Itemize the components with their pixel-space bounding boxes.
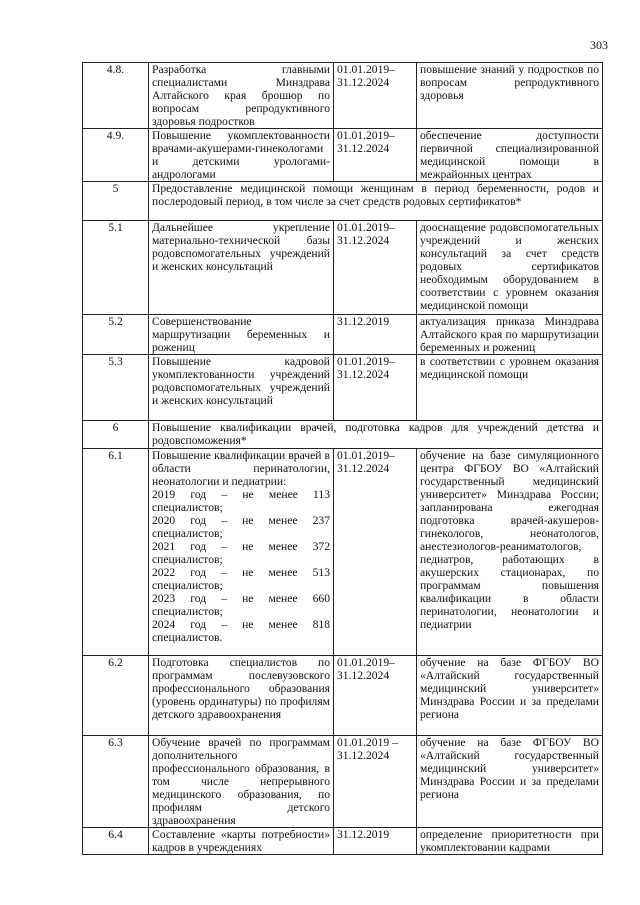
row-number: 6.1 <box>83 449 149 656</box>
row-result: определение приоритетности при укомплектовании кадрами <box>417 828 603 855</box>
task-line: 2020 год – не менее 237 специалистов; <box>152 514 330 540</box>
table-row <box>83 828 603 855</box>
row-result: актуализация приказа Минздрава Алтайского края по маршрутизации беременных и рожениц <box>417 315 603 355</box>
task-line: 2021 год – не менее 372 специалистов; <box>152 540 330 566</box>
table-row <box>83 129 603 182</box>
row-result: обучение на базе ФГБОУ ВО «Алтайский государственный медицинский университет» Минздрава России и за пределами региона <box>417 656 603 736</box>
section-number: 5 <box>83 182 149 221</box>
table-row <box>83 355 603 421</box>
table-row <box>83 315 603 355</box>
row-task: Повышение кадровой укомплектованности учреждений родовспомогательных учреждений и женских консультаций <box>149 355 334 421</box>
task-line: 2023 год – не менее 660 специалистов; <box>152 592 330 618</box>
table-row <box>83 221 603 315</box>
row-task: Разработка главными специалистами Минздрава Алтайского края брошюр по вопросам репродуктивного здоровья подростков <box>149 63 334 129</box>
row-number: 6.2 <box>83 656 149 736</box>
row-task: Дальнейшее укрепление материально-технической базы родовспомогательных учреждений и женских консультаций <box>149 221 334 315</box>
row-term: 31.12.2019 <box>334 315 417 355</box>
row-term: 31.12.2019 <box>334 828 417 855</box>
table-row <box>83 63 603 129</box>
row-task: Обучение врачей по программам дополнительного профессионального образования, в том числе непрерывного медицинского образования, по профилям детского здравоохранения <box>149 736 334 828</box>
table-row <box>83 736 603 828</box>
row-number: 5.3 <box>83 355 149 421</box>
row-term: 01.01.2019 – 31.12.2024 <box>334 736 417 828</box>
task-line: 2024 год – не менее 818 специалистов. <box>152 618 330 644</box>
plan-table <box>82 62 603 855</box>
row-number: 4.8. <box>83 63 149 129</box>
row-term: 01.01.2019– 31.12.2024 <box>334 129 417 182</box>
row-result: дооснащение родовспомогательных учреждений и женских консультаций за счет средств родовых сертификатов необходимым оборудованием в соответствии с уровнем оказания медицинской помощи <box>417 221 603 315</box>
row-number: 4.9. <box>83 129 149 182</box>
table-row <box>83 656 603 736</box>
table-row <box>83 449 603 656</box>
row-result: обучение на базе ФГБОУ ВО «Алтайский государственный медицинский университет» Минздрава России и за пределами региона <box>417 736 603 828</box>
row-term: 01.01.2019– 31.12.2024 <box>334 656 417 736</box>
section-number: 6 <box>83 421 149 449</box>
task-line: 2022 год – не менее 513 специалистов; <box>152 566 330 592</box>
row-task: Подготовка специалистов по программам послевузовского профессионального образования (уровень ординатуры) по профилям детского здравоохранения <box>149 656 334 736</box>
task-line: Повышение квалификации врачей в области перинатологии, неонатологии и педиатрии: <box>152 449 330 488</box>
section-row <box>83 421 603 449</box>
task-line: 2019 год – не менее 113 специалистов; <box>152 488 330 514</box>
row-task: Составление «карты потребности» кадров в учреждениях <box>149 828 334 855</box>
row-result: обучение на базе симуляционного центра ФГБОУ ВО «Алтайский государственный медицинский университет» Минздрава России; запланирована ежегодная подготовка врачей-акушеров-гинекологов, неонатологов, анестезиологов-реаниматологов, педиатров, работающих в акушерских стационарах, по программам повышения квалификации в области перинатологии, неонатологии и педиатрии <box>417 449 603 656</box>
row-term: 01.01.2019– 31.12.2024 <box>334 221 417 315</box>
section-title: Предоставление медицинской помощи женщинам в период беременности, родов и послеродовый период, в том числе за счет средств родовых сертификатов* <box>149 182 603 221</box>
section-row <box>83 182 603 221</box>
row-number: 6.4 <box>83 828 149 855</box>
section-title: Повышение квалификации врачей, подготовка кадров для учреждений детства и родовспоможения* <box>149 421 603 449</box>
row-number: 5.1 <box>83 221 149 315</box>
row-task: Повышение укомплектованности врачами-акушерами-гинекологами и детскими урологами-андрологами <box>149 129 334 182</box>
row-number: 6.3 <box>83 736 149 828</box>
row-task: Совершенствование маршрутизации беременных и рожениц <box>149 315 334 355</box>
row-result: обеспечение доступности первичной специализированной медицинской помощи в межрайонных центрах <box>417 129 603 182</box>
row-term: 01.01.2019– 31.12.2024 <box>334 63 417 129</box>
row-result: повышение знаний у подростков по вопросам репродуктивного здоровья <box>417 63 603 129</box>
row-result: в соответствии с уровнем оказания медицинской помощи <box>417 355 603 421</box>
row-task <box>149 449 334 656</box>
row-term: 01.01.2019– 31.12.2024 <box>334 355 417 421</box>
row-number: 5.2 <box>83 315 149 355</box>
row-term: 01.01.2019– 31.12.2024 <box>334 449 417 656</box>
page-number: 303 <box>590 38 608 52</box>
